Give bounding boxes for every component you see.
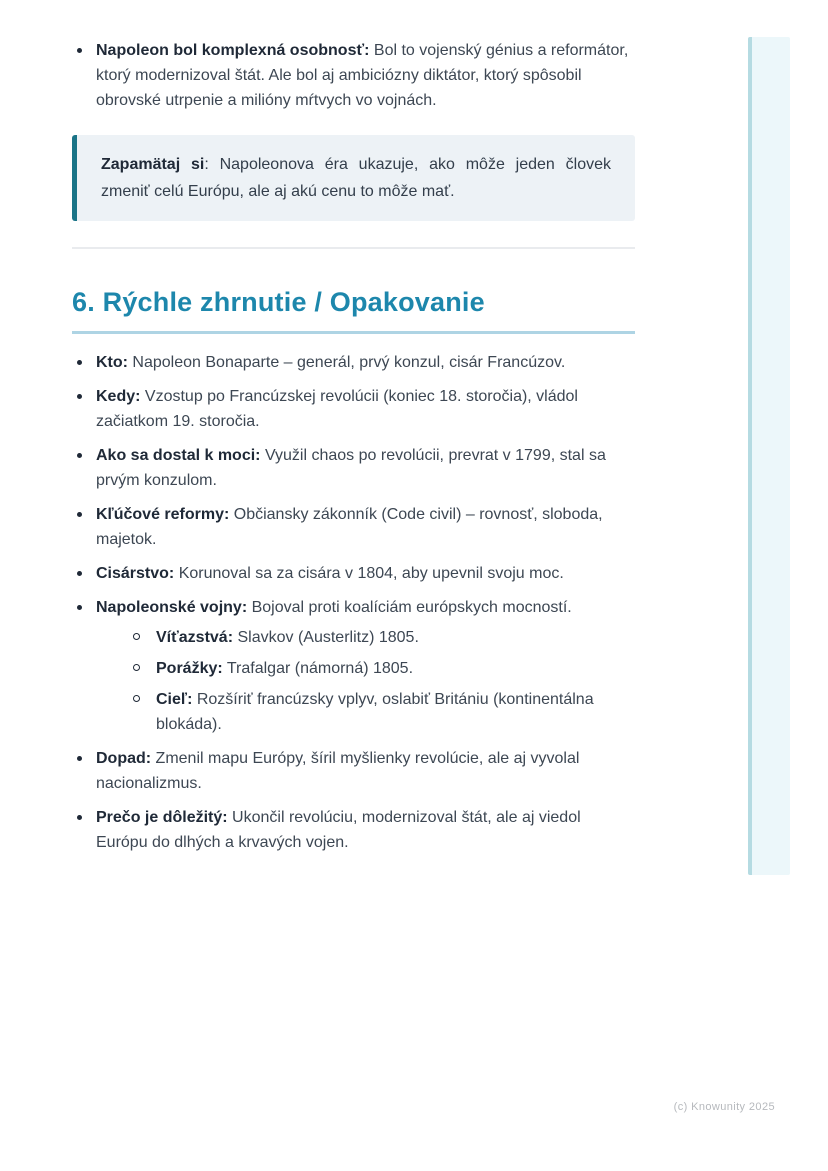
bullet-text: Vzostup po Francúzskej revolúcii (koniec 18. storočia), vládol začiatkom 19. storočia. <box>96 388 578 430</box>
bullet-label: Cisárstvo: <box>96 565 175 582</box>
bullet-label: Víťazstvá: <box>156 629 234 646</box>
list-item-napoleon-osobnost <box>72 38 635 113</box>
bullet-text: Bol to vojenský génius a reformátor, ktorý modernizoval štát. Ale bol aj ambiciózny diktátor, ktorý spôsobil obrovské utrpenie a milióny mŕtvych vo vojnách. <box>96 42 629 109</box>
list-item-kto <box>72 350 635 375</box>
bullet-text: Korunoval sa za cisára v 1804, aby upevnil svoju moc. <box>174 565 564 582</box>
bullet-text: Napoleon Bonaparte – generál, prvý konzul, cisár Francúzov. <box>127 354 566 371</box>
bullet-label: Cieľ: <box>156 691 193 708</box>
bullet-label: Kto: <box>96 354 128 371</box>
section-heading: 6. Rýchle zhrnutie / Opakovanie <box>72 287 635 334</box>
list-item-preco-je-dolezity <box>72 805 635 855</box>
bullet-label: Ako sa dostal k moci: <box>96 447 261 464</box>
bullet-label: Porážky: <box>156 660 223 677</box>
bullet-text: Zmenil mapu Európy, šíril myšlienky revolúcie, ale aj vyvolal nacionalizmus. <box>96 750 580 792</box>
bullet-label: Kľúčové reformy: <box>96 506 230 523</box>
page-edge-decoration <box>748 37 790 875</box>
list-item-klucove-reformy <box>72 502 635 552</box>
list-item-dopad <box>72 746 635 796</box>
bullet-text: Využil chaos po revolúcii, prevrat v 1799, stal sa prvým konzulom. <box>96 447 606 489</box>
bullet-label: Kedy: <box>96 388 141 405</box>
copyright-footer: (c) Knowunity 2025 <box>673 1101 775 1113</box>
remember-callout <box>72 135 635 221</box>
bullet-label: Dopad: <box>96 750 152 767</box>
callout-text: : Napoleonova éra ukazuje, ako môže jeden človek zmeniť celú Európu, ale aj akú cenu to môže mať. <box>101 156 611 200</box>
summary-bullet-list <box>72 350 635 855</box>
sub-item-porazky <box>130 656 635 681</box>
sub-item-vitazstva <box>130 625 635 650</box>
bullet-label: Prečo je dôležitý: <box>96 809 228 826</box>
callout-paragraph <box>101 151 611 205</box>
bullet-text: Bojoval proti koalíciám európskych mocností. <box>247 599 572 616</box>
bullet-label: Napoleonské vojny: <box>96 599 248 616</box>
sub-item-ciel <box>130 687 635 737</box>
callout-label: Zapamätaj si <box>101 156 205 173</box>
intro-bullet-list <box>72 38 635 113</box>
section-divider <box>72 247 635 249</box>
bullet-text: Ukončil revolúciu, modernizoval štát, ale aj viedol Európu do dlhých a krvavých vojen. <box>96 809 581 851</box>
bullet-text: Slavkov (Austerlitz) 1805. <box>233 629 419 646</box>
list-item-ako-sa-dostal <box>72 443 635 493</box>
bullet-label: Napoleon bol komplexná osobnosť: <box>96 42 370 59</box>
bullet-text: Trafalgar (námorná) 1805. <box>222 660 414 677</box>
list-item-napoleonske-vojny <box>72 595 635 737</box>
bullet-text: Občiansky zákonník (Code civil) – rovnosť, sloboda, majetok. <box>96 506 603 548</box>
sub-bullet-list <box>130 625 635 737</box>
list-item-kedy <box>72 384 635 434</box>
list-item-cisarstvo <box>72 561 635 586</box>
page-content <box>72 38 635 864</box>
bullet-text: Rozšíriť francúzsky vplyv, oslabiť Britániu (kontinentálna blokáda). <box>156 691 594 733</box>
